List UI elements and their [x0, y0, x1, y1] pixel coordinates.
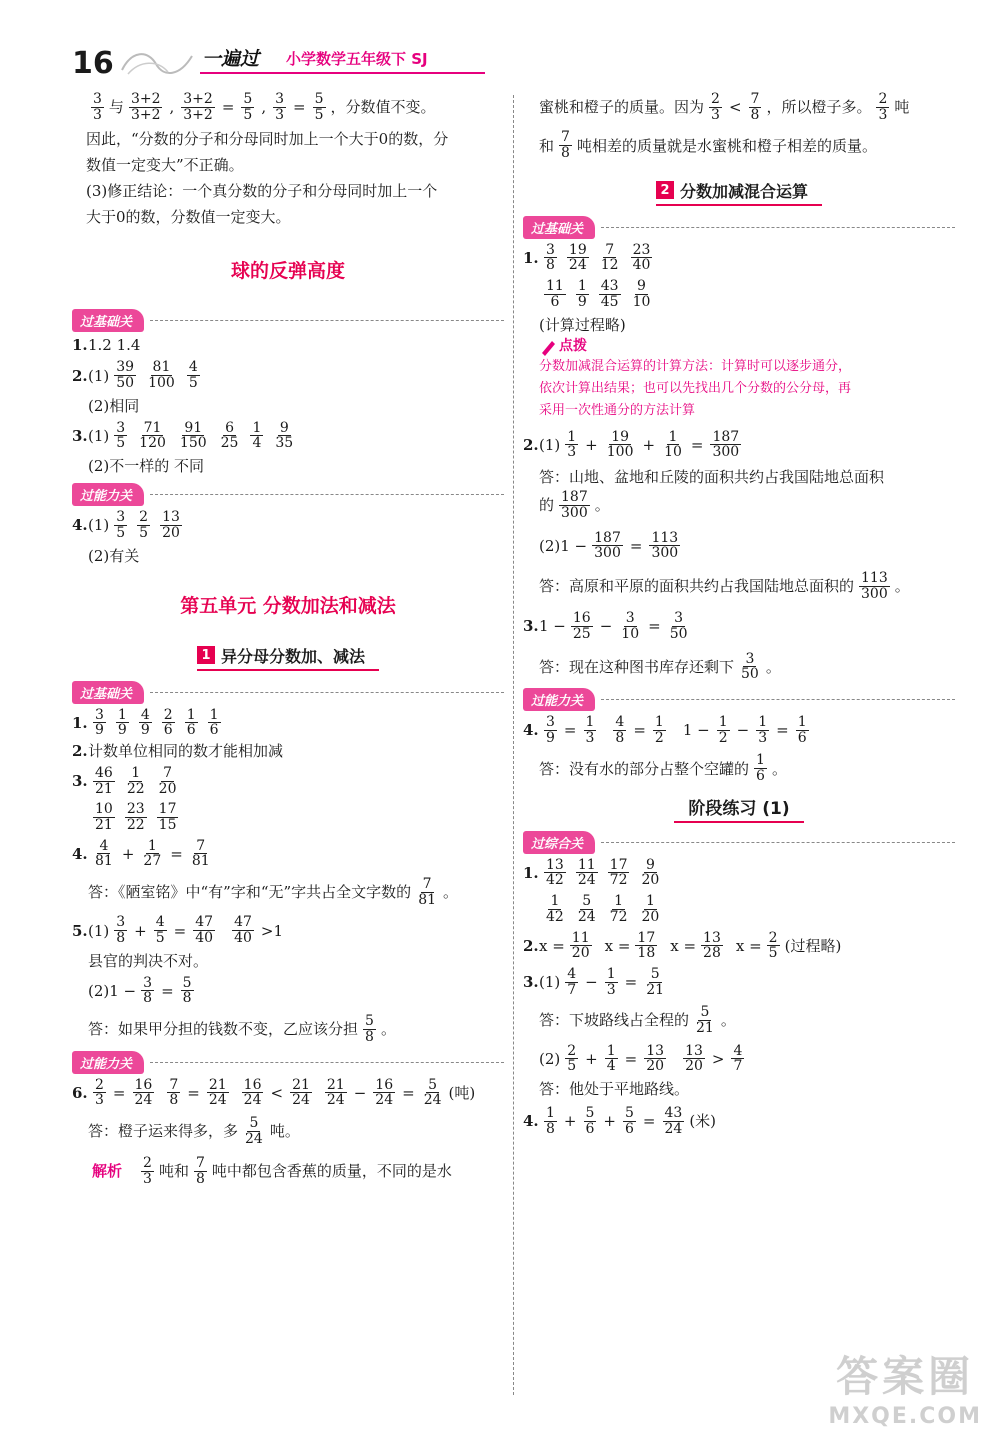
page-number: 16: [72, 46, 114, 81]
u-q3b: $\frac{10}{21}$ $\frac{23}{22}$ $\frac{17}{15}$: [95, 801, 177, 833]
calc-note: (计算过程略): [539, 315, 626, 334]
m-q2-ans-1: 答：山地、盆地和丘陵的面积共约占我国陆地总面积: [539, 468, 885, 487]
tip-line-1: 分数加减混合运算的计算方法：计算时可以逐步通分，: [539, 358, 852, 374]
m-q4: 4. $\frac{3}{9}$ = $\frac{1}{3}$ $\frac{4}{8}$ = $\frac{1}{2}$ 1 − $\frac{1}{2}$ − $\frac{1}{3}$ = $\frac{1}{6}$: [523, 714, 807, 746]
m-q2-2: (2)1 − $\frac{187}{300}$ = $\frac{113}{300}$: [539, 529, 679, 562]
m-q3-ans: 答：现在这种图书库存还剩下 $\frac{3}{50}$ 。: [539, 650, 781, 683]
book-subject: 小学数学五年级下 SJ: [286, 50, 428, 68]
tag-row-basic: [72, 309, 504, 332]
analysis-cont-2: 和 $\frac{7}{8}$ 吨相差的质量就是水蜜桃和橙子相差的质量。: [539, 129, 877, 162]
ball-q4-2: (2)有关: [88, 546, 140, 565]
m-q2-ans-2: 答：高原和平原的面积共约占我国陆地总面积的 $\frac{113}{300}$ 。: [539, 569, 910, 602]
s-q3-2-ans: 答：他处于平地路线。: [539, 1080, 690, 1099]
m-q4-ans: 答：没有水的部分占整个空罐的 $\frac{1}{6}$ 。: [539, 752, 787, 785]
u-q6: 6. $\frac{2}{3}$ = $\frac{16}{24}$ $\frac{7}{8}$ = $\frac{21}{24}$ $\frac{16}{24}$ < $\frac{21}{24}$ $\frac{21}{24}$ − $\frac{16}{24}$ = $\frac{5}{24}$ (吨): [72, 1076, 476, 1109]
intro-line-5: 大于0的数，分数值一定变大。: [86, 208, 291, 227]
tag-row-ability: [72, 483, 504, 506]
intro-line-2: 因此，“分数的分子和分母同时加上一个大于0的数，分: [86, 130, 449, 149]
s-q3: 3. (1) $\frac{4}{7}$ − $\frac{1}{3}$ = $\frac{5}{21}$: [523, 965, 665, 998]
m-q1a: 1. $\frac{3}{8}$ $\frac{19}{24}$ $\frac{7}{12}$ $\frac{23}{40}$: [523, 241, 651, 274]
u-q6-answer: 答：橙子运来得多，多 $\frac{5}{24}$ 吨。: [88, 1114, 300, 1147]
tip-line-3: 采用一次性通分的方法计算: [539, 402, 696, 418]
u-q5-note: 县官的判决不对。: [88, 951, 209, 970]
r-tag-comp: 过综合关: [523, 831, 955, 854]
u-q2: 2. 计数单位相同的数才能相加减: [72, 741, 284, 760]
subsection-2: 2 分数加减混合运算: [523, 179, 955, 206]
tag-ability: 过能力关: [72, 483, 144, 506]
section-title-ball: 球的反弹高度: [230, 260, 345, 283]
intro-line-1: $\frac{3}{3}$ 与 $\frac{3+2}{3+2}$ , $\frac{3+2}{3+2}$ = $\frac{5}{5}$ , $\frac{3}{3}$ = $\frac{5}{5}$ ，分数值不变。: [93, 91, 436, 123]
m-q2: 2. (1) $\frac{1}{3}$ + $\frac{19}{100}$ + $\frac{1}{10}$ = $\frac{187}{300}$: [523, 428, 740, 461]
watermark: 答案圈 MXQE.COM: [828, 1352, 982, 1429]
stage-title: 阶段练习 (1): [523, 794, 955, 823]
m-q3: 3. 1 − $\frac{16}{25}$ − $\frac{3}{10}$ = $\frac{3}{50}$: [523, 610, 688, 642]
u-q4: 4. $\frac{4}{81}$ + $\frac{1}{27}$ = $\frac{7}{81}$: [72, 837, 210, 870]
ball-q4: 4. (1) $\frac{3}{5}$ $\frac{2}{5}$ $\frac{13}{20}$: [72, 509, 180, 541]
s-q1a: 1. $\frac{13}{42}$ $\frac{11}{24}$ $\frac{17}{72}$ $\frac{9}{20}$: [523, 856, 660, 889]
s-q1b: $\frac{1}{42}$ $\frac{5}{24}$ $\frac{1}{72}$ $\frac{1}{20}$: [546, 893, 660, 925]
s-q2: 2. x = $\frac{11}{20}$ x = $\frac{17}{18}$ x = $\frac{13}{28}$ x = $\frac{2}{5}$ (过程略): [523, 929, 842, 962]
pencil-icon: [539, 338, 559, 356]
brand-logo-text: 一遍过: [202, 48, 260, 70]
tip-line-2: 依次计算出结果；也可以先找出几个分数的公分母，再: [539, 380, 852, 396]
unit-title: 第五单元 分数加法和减法: [180, 594, 396, 617]
intro-text: ，分数值不变。: [330, 98, 436, 117]
r-tag-ability: 过能力关: [523, 688, 955, 711]
u-q6-analysis: 解析 $\frac{2}{3}$ 吨和 $\frac{7}{8}$ 吨中都包含香蕉的质量，不同的是水: [92, 1155, 452, 1187]
tip-header: 点拨: [539, 338, 955, 356]
u-q4-answer: 答：《陋室铭》中“有”字和“无”字共占全文字数的 $\frac{7}{81}$ 。: [88, 876, 459, 908]
ball-q3-2: (2)不一样的 不同: [88, 457, 205, 476]
u-q1: 1. $\frac{3}{9}$ $\frac{1}{9}$ $\frac{4}{9}$ $\frac{2}{6}$ $\frac{1}{6}$ $\frac{1}{6}$: [72, 706, 219, 739]
tag-row-basic-2: 过基础关: [72, 681, 504, 704]
s-q3-2: (2) $\frac{2}{5}$ + $\frac{1}{4}$ = $\frac{13}{20}$ $\frac{13}{20}$ > $\frac{4}{7}$: [539, 1042, 743, 1075]
ball-q2-2: (2)相同: [88, 396, 140, 415]
u-q5-answer: 答：如果甲分担的钱数不变，乙应该分担 $\frac{5}{8}$ 。: [88, 1013, 396, 1045]
left-column: [72, 92, 504, 1187]
decorative-swirl-icon: [118, 46, 196, 78]
r-tag-basic: 过基础关: [523, 216, 955, 239]
tag-row-ability-2: 过能力关: [72, 1051, 504, 1074]
m-q1b: $\frac{11}{6}$ $\frac{1}{9}$ $\frac{43}{45}$ $\frac{9}{10}$: [546, 278, 651, 310]
ball-q2: 2. (1) $\frac{39}{50}$ $\frac{81}{100}$ $\frac{4}{5}$: [72, 359, 198, 392]
ball-q1: 1. 1.2 1.4: [72, 336, 141, 355]
subsection-1: 1 异分母分数加、减法: [72, 644, 504, 671]
right-column: [523, 92, 955, 1136]
u-q5-2: (2)1 − $\frac{3}{8}$ = $\frac{5}{8}$: [88, 974, 192, 1007]
tag-basic: 过基础关: [72, 309, 144, 332]
intro-line-4: (3)修正结论：一个真分数的分子和分母同时加上一个: [86, 182, 438, 201]
s-q3-ans: 答：下坡路线占全程的 $\frac{5}{21}$ 。: [539, 1004, 736, 1036]
u-q5: 5. (1) $\frac{3}{8}$ + $\frac{4}{5}$ = $\frac{47}{40}$ $\frac{47}{40}$ >1: [72, 914, 284, 947]
analysis-cont-1: 蜜桃和橙子的质量。因为 $\frac{2}{3}$ < $\frac{7}{8}$ ，所以橙子多。 $\frac{2}{3}$ 吨: [539, 91, 910, 123]
ball-q3: 3. (1) $\frac{3}{5}$ $\frac{71}{120}$ $\frac{91}{150}$ $\frac{6}{25}$ $\frac{1}{4}$ $\frac{9}{35}$: [72, 419, 294, 452]
s-q4: 4. $\frac{1}{8}$ + $\frac{5}{6}$ + $\frac{5}{6}$ = $\frac{43}{24}$ (米): [523, 1105, 717, 1137]
header-rule: [200, 72, 485, 74]
intro-line-3: 数值一定变大”不正确。: [86, 156, 244, 175]
m-q2-ans-1b: 的 $\frac{187}{300}$ 。: [539, 489, 610, 521]
column-divider: [513, 95, 514, 1395]
u-q3a: 3. $\frac{46}{21}$ $\frac{1}{22}$ $\frac{7}{20}$: [72, 764, 177, 797]
